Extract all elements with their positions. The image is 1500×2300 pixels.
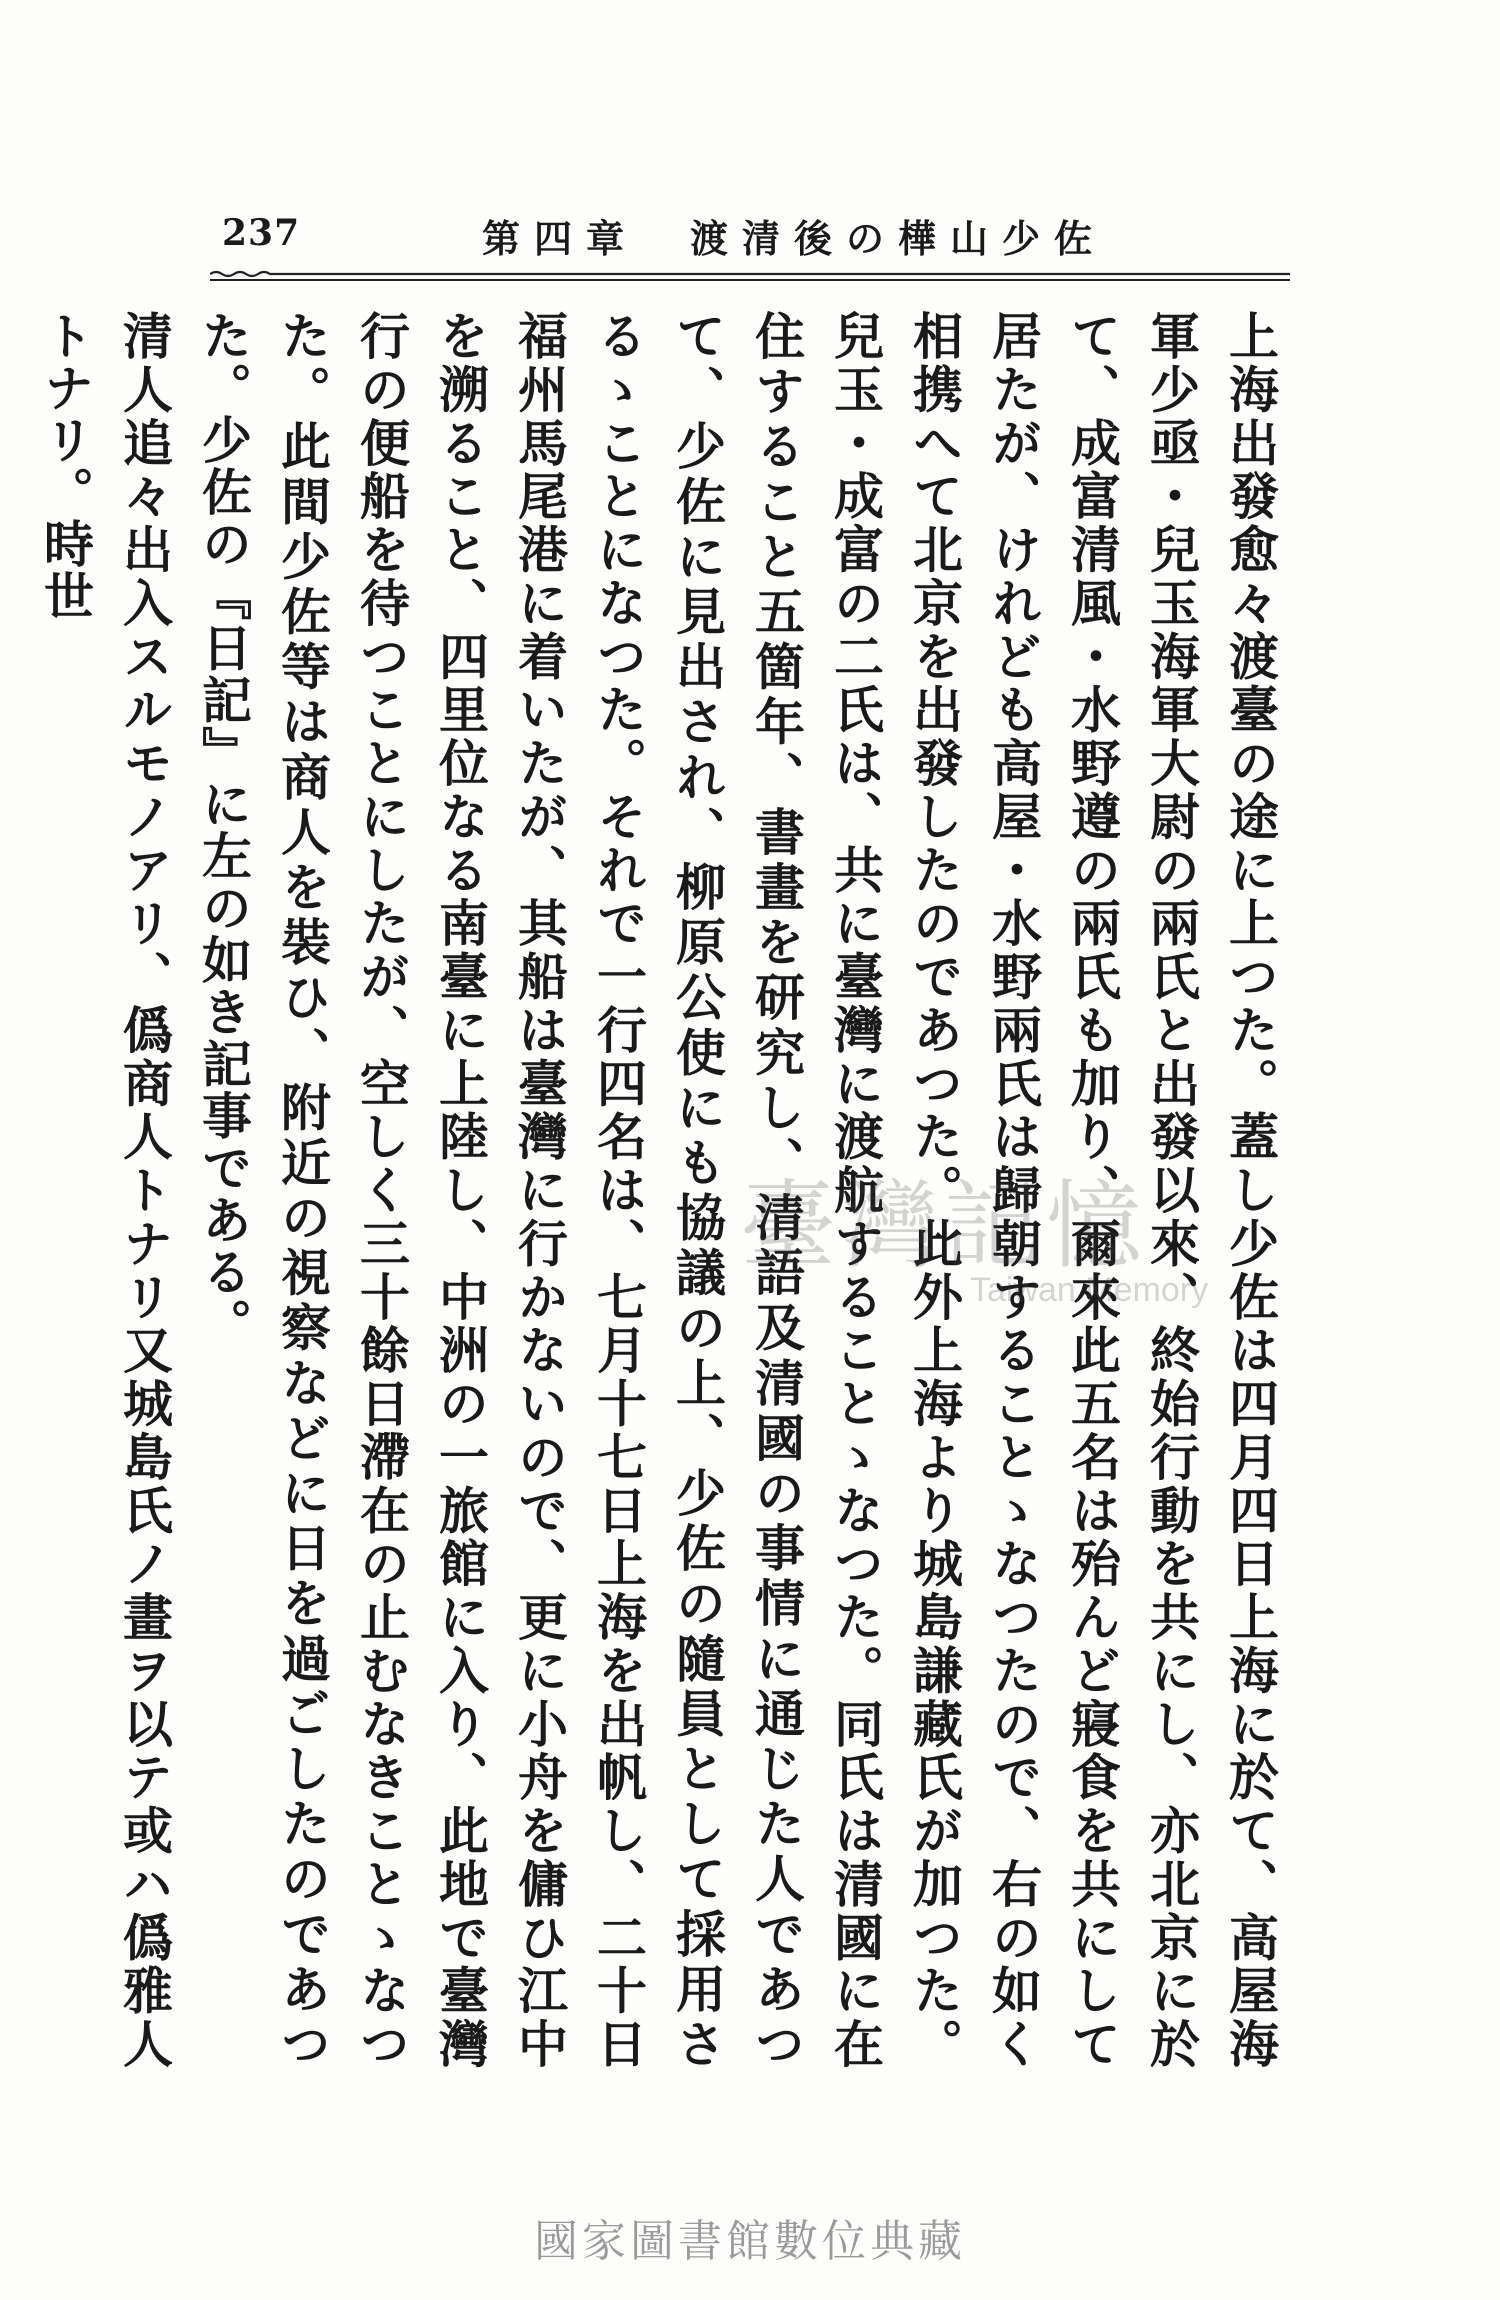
watermark-en: Taiwan Memory — [970, 1271, 1209, 1309]
diary-quote: 清人追々出入スルモノアリ、僞商人トナリ又城島氏ノ畫ヲ以テ或ハ僞雅人トナリ。時世 — [36, 310, 174, 2070]
body-paragraph: 上海出發愈々渡臺の途に上つた。蓋し少佐は四月四日上海に於て、高屋海軍少亟・兒玉海軍大尉の兩氏と出發以來、終始行動を共にし、亦北京に於て、成富清風・水野遵の兩氏も加り、爾來此五名は殆んど寢食を共にして居たが、けれども高屋・水野兩氏は歸朝することゝなつたので、右の如く相携へて北京を出發したのであつた。此外上海より城島謙藏氏が加つた。兒玉・成富の二氏は、共に臺灣に渡航することゝなつた。同氏は清國に在住すること五箇年、書畫を研究し、清語及清國の事情に通じた人であつて、少佐に見出され、柳原公使にも協議の上、少佐の隨員として採用さるゝことになつた。それで一行四名は、七月十七日上海を出帆し、二十日福州馬尾港に着いたが、其船は臺灣に行かないので、更に小舟を傭ひ江中を溯ること、四里位なる南臺に上陸し、中洲の一旅館に入り、此地で臺灣行の便船を待つことにしたが、空しく三十餘日滯在の止むなきことゝなつた。此間少佐等は商人を裝ひ、附近の視察などに日を過ごしたのであつた。少佐の『日記』に左の如き記事である。 — [194, 310, 1280, 2071]
running-header: 第四章 渡清後の樺山少佐 — [482, 216, 1107, 261]
body-text — [36, 310, 1290, 2071]
watermark-cn: 臺灣記憶 — [740, 1170, 1148, 1282]
page-number: 237 — [222, 212, 301, 254]
header-rule — [210, 270, 1290, 284]
library-footer: 國家圖書館數位典藏 — [534, 2216, 966, 2267]
